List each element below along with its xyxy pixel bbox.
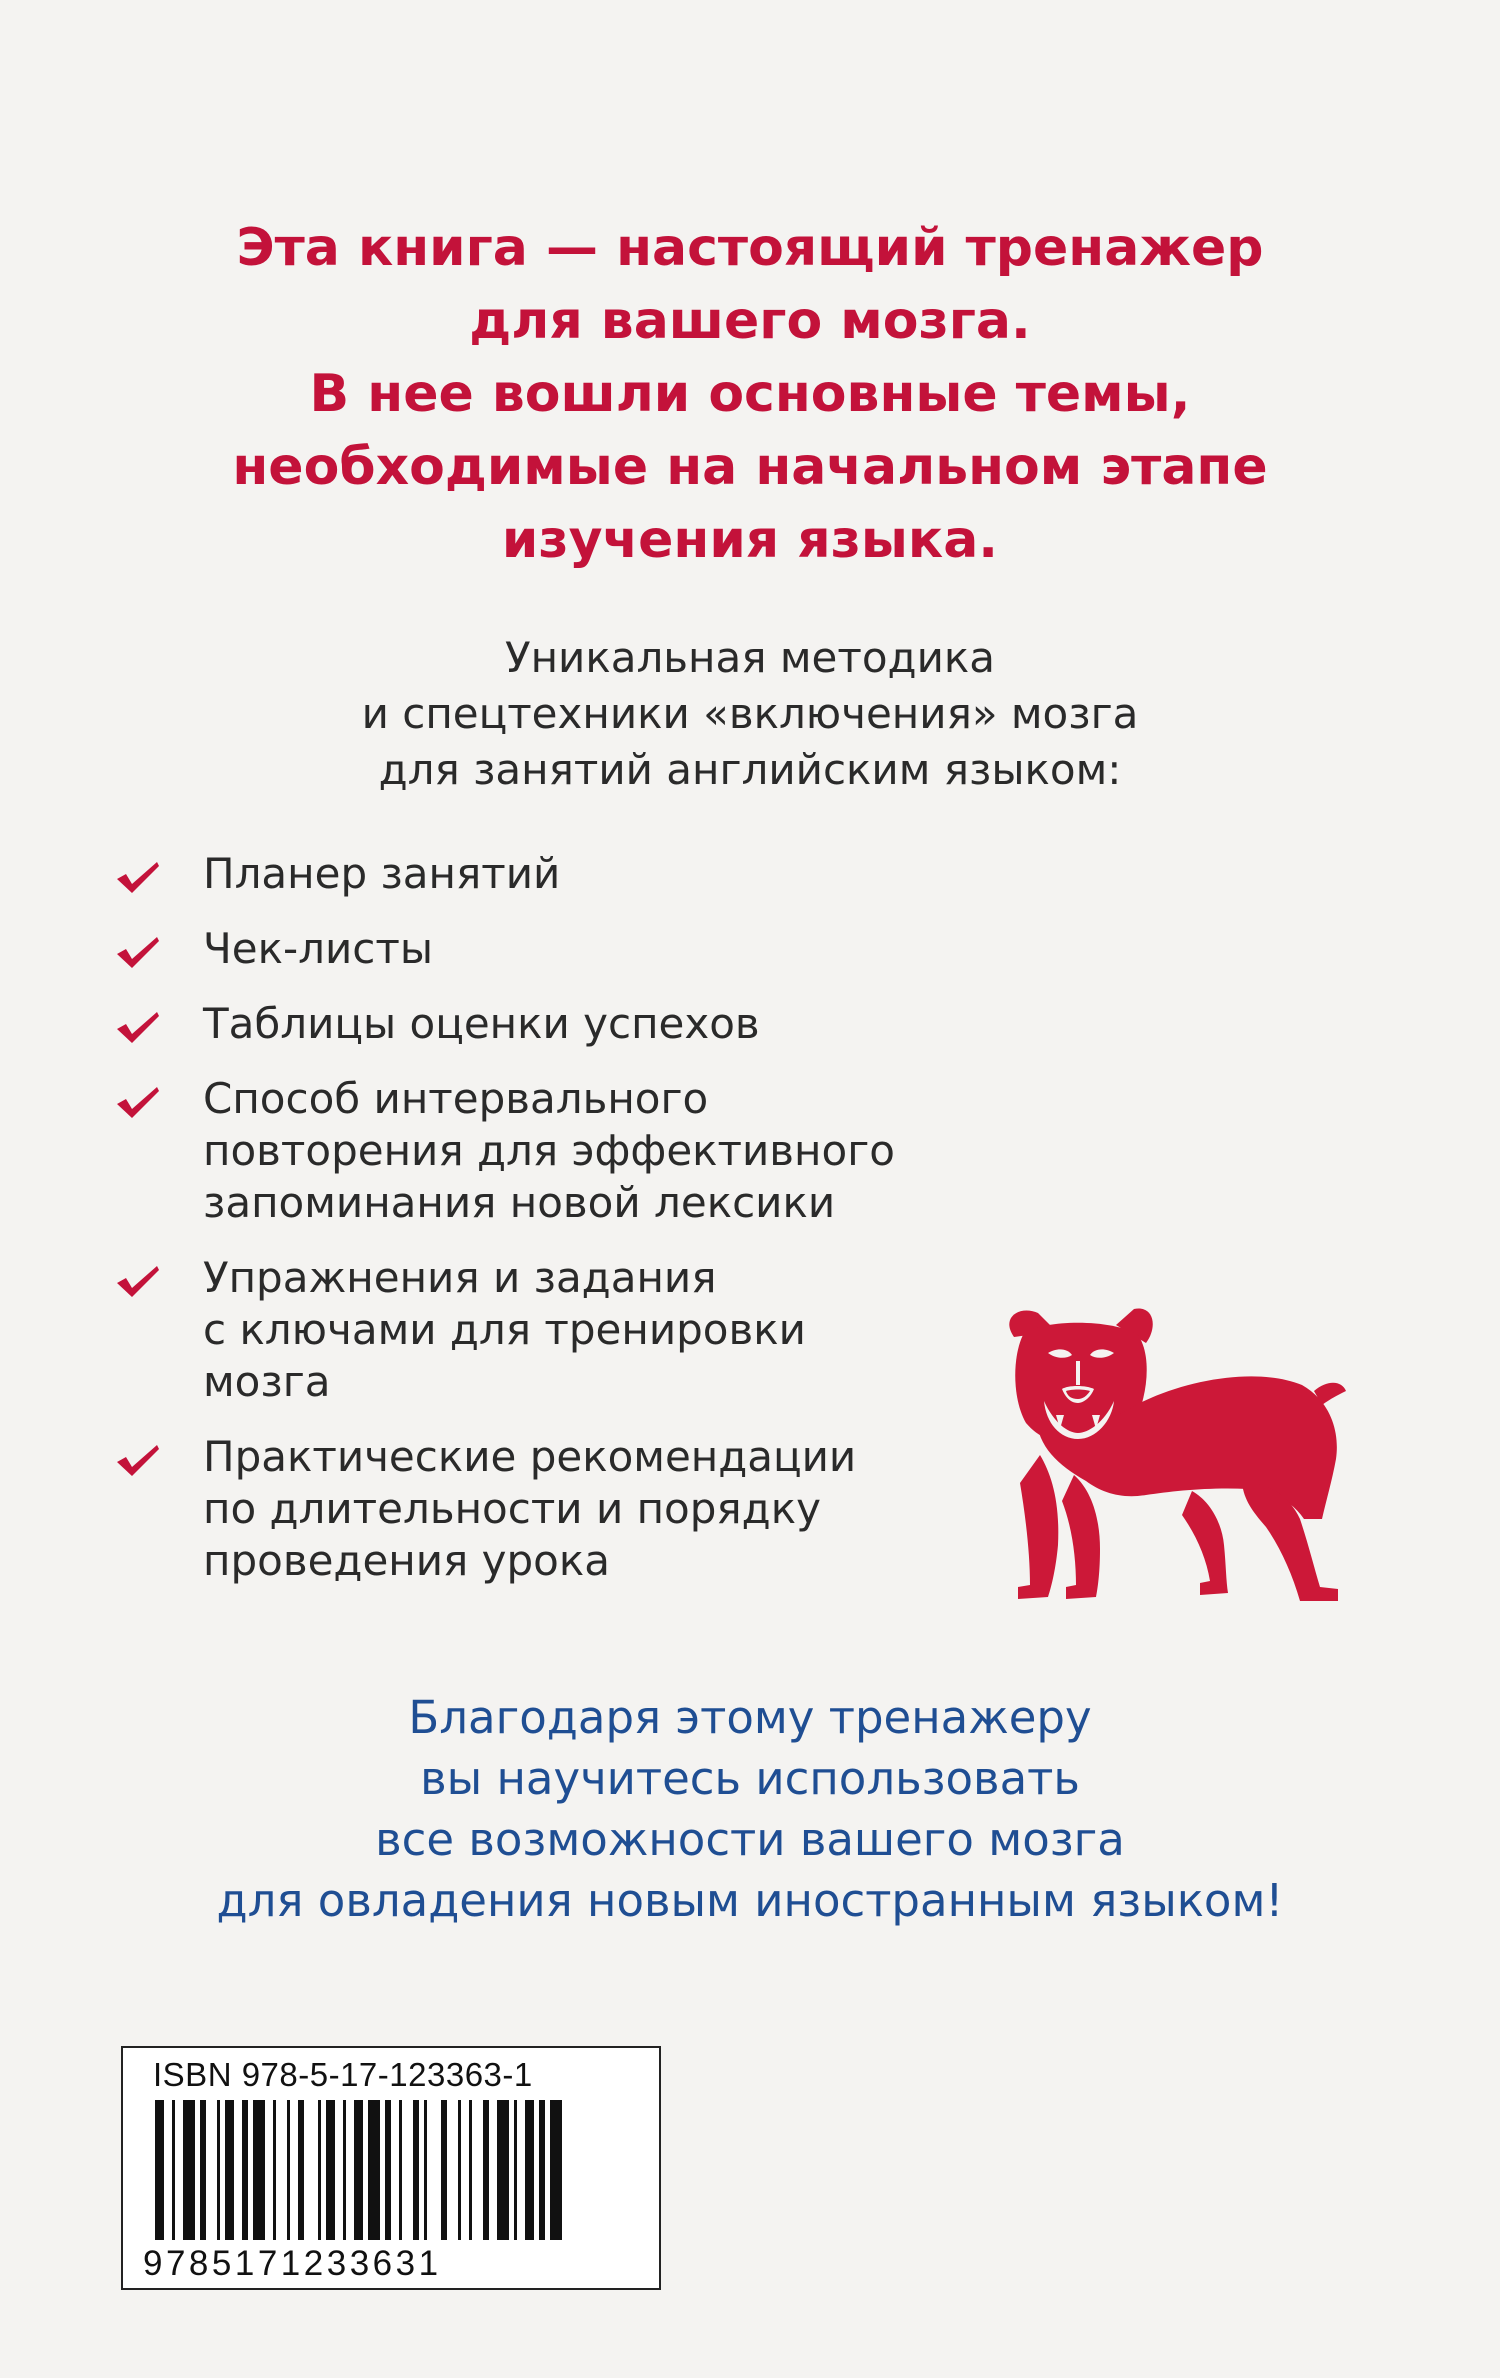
barcode-stripe	[343, 2100, 346, 2240]
barcode-stripe	[200, 2100, 206, 2240]
checkmark-icon	[115, 1264, 161, 1298]
feature-item	[115, 1431, 995, 1587]
barcode-stripe	[253, 2100, 265, 2240]
barcode-stripe	[155, 2100, 164, 2240]
checkmark-icon	[115, 1085, 161, 1119]
barcode-stripe	[497, 2100, 509, 2240]
headline-line: для вашего мозга.	[469, 291, 1031, 351]
barcode-stripe	[539, 2100, 545, 2240]
feature-line: с ключами для тренировки	[203, 1305, 806, 1354]
intro-line: и спецтехники «включения» мозга	[361, 689, 1139, 738]
feature-line: Таблицы оценки успехов	[203, 999, 760, 1048]
feature-line: мозга	[203, 1357, 331, 1406]
feature-list	[115, 848, 995, 1610]
barcode-bars	[151, 2100, 635, 2250]
barcode-stripe	[287, 2100, 290, 2240]
closing-line: для овладения новым иностранным языком!	[216, 1874, 1284, 1927]
headline-line: Эта книга — настоящий тренажер	[236, 218, 1264, 278]
feature-line: Упражнения и задания	[203, 1253, 717, 1302]
feature-text	[203, 848, 995, 900]
barcode-stripe	[424, 2100, 427, 2240]
barcode-stripe	[242, 2100, 248, 2240]
barcode-stripe	[368, 2100, 380, 2240]
feature-line: Практические рекомендации	[203, 1432, 857, 1481]
barcode-stripe	[225, 2100, 234, 2240]
checkmark-icon	[115, 935, 161, 969]
barcode-stripe	[550, 2100, 562, 2240]
barcode-stripe	[326, 2100, 335, 2240]
headline-line: изучения языка.	[501, 510, 999, 570]
closing-line: Благодаря этому тренажеру	[408, 1691, 1092, 1744]
isbn-text: ISBN 978-5-17-123363-1	[153, 2056, 533, 2093]
isbn-barcode	[121, 2046, 661, 2290]
barcode-stripe	[399, 2100, 402, 2240]
barcode-stripe	[483, 2100, 489, 2240]
headline-line: В нее вошли основные темы,	[309, 364, 1191, 424]
barcode-stripe	[525, 2100, 534, 2240]
intro-line: для занятий английским языком:	[378, 745, 1122, 794]
feature-item	[115, 1252, 995, 1408]
feature-line: по длительности и порядку	[203, 1484, 821, 1533]
feature-text	[203, 998, 995, 1050]
feature-text	[203, 1431, 995, 1587]
headline	[100, 212, 1400, 577]
barcode-stripe	[318, 2100, 321, 2240]
feature-item	[115, 1073, 995, 1229]
feature-item	[115, 848, 995, 900]
closing-line: все возможности вашего мозга	[375, 1813, 1125, 1866]
feature-line: Планер занятий	[203, 849, 561, 898]
barcode-stripe	[183, 2100, 195, 2240]
barcode-stripe	[298, 2100, 304, 2240]
barcode-stripe	[354, 2100, 363, 2240]
barcode-stripe	[413, 2100, 419, 2240]
checkmark-icon	[115, 1010, 161, 1044]
feature-line: повторения для эффективного	[203, 1126, 895, 1175]
closing-line: вы научитесь использовать	[420, 1752, 1080, 1805]
intro-line: Уникальная методика	[505, 633, 995, 682]
checkmark-icon	[115, 860, 161, 894]
bulldog-icon	[996, 1305, 1356, 1615]
barcode-stripe	[385, 2100, 391, 2240]
feature-item	[115, 998, 995, 1050]
feature-line: Способ интервального	[203, 1074, 709, 1123]
intro-text	[150, 630, 1350, 798]
feature-item	[115, 923, 995, 975]
headline-line: необходимые на начальном этапе	[232, 437, 1268, 497]
barcode-stripe	[172, 2100, 175, 2240]
closing-text	[100, 1687, 1400, 1931]
feature-line: запоминания новой лексики	[203, 1178, 836, 1227]
barcode-stripe	[217, 2100, 220, 2240]
ean-number: 9785171233631	[143, 2244, 442, 2283]
feature-text	[203, 1252, 995, 1408]
barcode-stripe	[458, 2100, 461, 2240]
feature-line: Чек-листы	[203, 924, 434, 973]
barcode-stripe	[441, 2100, 447, 2240]
checkmark-icon	[115, 1443, 161, 1477]
feature-text	[203, 1073, 995, 1229]
barcode-stripe	[273, 2100, 276, 2240]
barcode-stripe	[514, 2100, 517, 2240]
barcode-stripe	[469, 2100, 472, 2240]
feature-text	[203, 923, 995, 975]
feature-line: проведения урока	[203, 1536, 610, 1585]
